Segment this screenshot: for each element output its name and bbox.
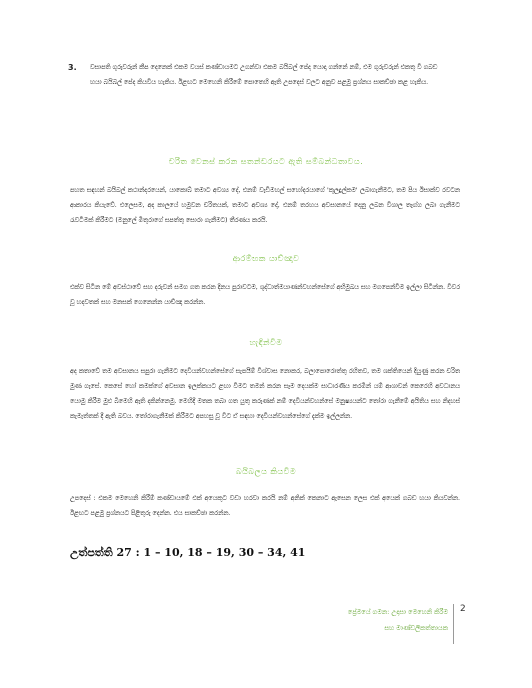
item-text: වසාපති ගුරුවරුන් කීප දෙනෙක් එකම වයස් කණ්ඩායමට උගන්වා එකම බයිබල් පේද යොදා ගන්නේ නම්, එම ගුරුවරුන් එකතු වී ගබඩ හයා බයිබල් පේද කියවිය හැකිය. ඊළඟට මෙහෙනි කිරීමේ පොතෙහි ඇති උපදෙස් වලට අනුව පළමු ප්‍රශ්නය සාකච්ඡා කළ හැකිය. — [90, 64, 438, 86]
footer-title-line2: සහ මාණ්ඩලිකත්තායක — [384, 624, 448, 632]
section-text-bible-reading: උපදෙස් : එකම මෙහෙනි කිරීම් කණ්ඩායමේ එක් අයෙකුට වඩා හරවා කරයි නම් අනික් කෙනාට ඇසෙන ලෙස එක් අයෙක් ගබඩ හයා කියවන්න. ඊළඟට පළමු ප්‍රශ්නයට පිළිතුරු දෙන්න. එය සාකච්ඡා කරන්න. — [70, 495, 460, 517]
section-heading-opening-prayer: ආරම්භක යාච්ඤාව — [232, 254, 300, 263]
section-heading-character-change: චරිත වෙනස් කරන සතන්ඩරයට ඇති සම්බන්ධතාවය. — [168, 157, 364, 166]
item-number: 3. — [68, 63, 77, 72]
footer-divider — [453, 604, 454, 644]
section-heading-introduction: හැඳින්වීම — [249, 338, 283, 347]
numbered-item-3 — [68, 60, 448, 90]
scripture-reference: උත්පත්ති 27 : 1 – 10, 18 – 19, 30 – 34, 41 — [70, 546, 306, 559]
footer-title-line1: ප්‍රේමයේ ගමන: උදාසා මෙහෙනි කිරීම — [347, 608, 448, 616]
section-text-opening-prayer: එක්ව සිටින මේ අවස්ථාවේ සහ දරුවන් සමග ගත කරන දිනය පුරාවටම, ශුද්ධාත්මයාණන්වහන්සේගේ අභිමුඛය සහ මගපෙන්වීම ඉල්ලා සිටින්න. විවර වූ හදවතක් සහ මනසක් ගෙනෙන්න යාච්ඤා කරන්න. — [70, 284, 460, 306]
page-footer — [348, 604, 460, 636]
section-heading-bible-reading: බයිබලය කියවීම — [235, 467, 297, 476]
section-text-introduction: අද කතාවේ තම අවසානය සපුරා ගැනීමට දෙවියන්වහන්සේගේ සැපයීම් විශ්වාස නොකර, බලාපොරොත්තු රහිතව, තම ශක්තියෙන් දියුණු කරන චරිත මුණ ගැසේ. කෙසේ හෝ කමක්ගේ අවසාන ඉලක්කයට ළඟා වීමට තමන් කරන සෑම දෙයක්ම සාධාරණීය කරමින් යම් ආශාවන් කෙරෙහි අවධානය යොමු කිරීම මුළු බිමෙහි ඇති දකින්නෙමු. මෙහිදී මතක තබා ගත යුතු කරුණක් නම් දෙවියන්වහන්සේ මනුෂ්‍යයන්ට තෝරා ගැනීමේ අයිතිය සහ නිදහස් කැමැත්තක් දී ඇති බවය. තෝරාගැනීමක් කිරීමට අපහසු වූ විට ඒ සඳහා දෙවියන්වහන්සේගේ දැක්ම ඉල්ලන්න. — [70, 368, 460, 420]
page-number: 2 — [460, 604, 466, 614]
section-text-character-change: පහත සඳහන් බයිබල් කථාන්දරයෙන්, යාකොබ් තමාට අවශ්‍ය දේ, එනම් වැඩිමහල් සහෝදරයාගේ 'කුලදුල්කම' ලබාගැනීමට, තම පිය ඊසාක්ව රවටන ආකාරය කියැවේ. එලෙසම, අද කාලයේ හමුවන චරිතයක්, තමාට අවශ්‍ය දේ, එනම් තරහය අවසානයේ දෙනු ලබන විශාල තෑග්ග ලබා ගැනීමට රැවටීමක් කිරීමට (මනුලේ මිතුරාගේ සපත්තු සොරා ගැනීමට) තීරණය කරයි. — [70, 187, 460, 224]
